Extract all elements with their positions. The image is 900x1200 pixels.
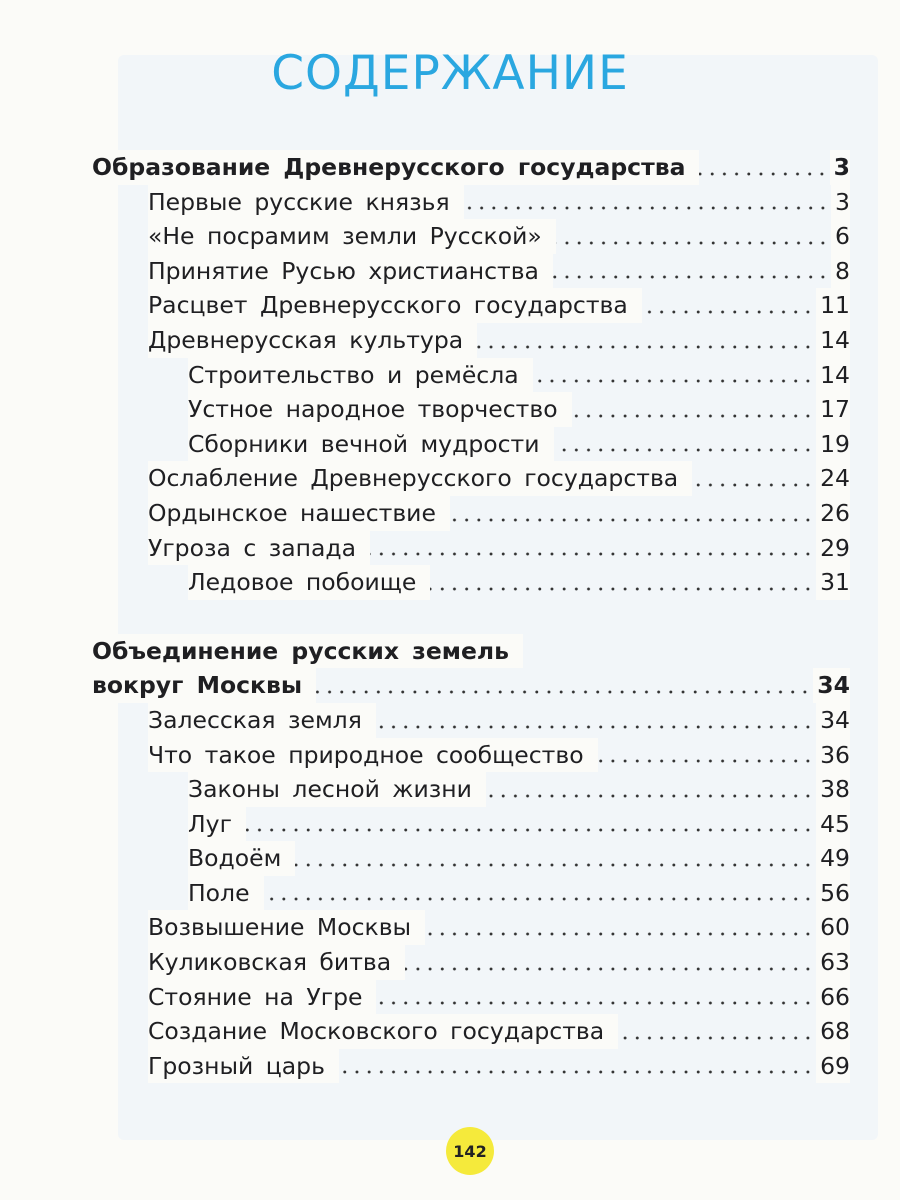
toc-entry-page: 31 <box>816 565 850 600</box>
toc-entry-label: Ордынское нашествие <box>148 496 450 531</box>
toc-entry-label: Древнерусская культура <box>148 323 477 358</box>
toc-entry[interactable] <box>92 703 850 738</box>
toc-entry[interactable] <box>92 1049 850 1084</box>
toc-entry[interactable] <box>92 254 850 289</box>
toc-entry[interactable] <box>92 910 850 945</box>
toc-entry[interactable] <box>92 427 850 462</box>
toc-entry-label: Ледовое побоище <box>188 565 430 600</box>
toc-entry-page: 24 <box>816 461 850 496</box>
dot-leader <box>425 932 814 936</box>
dot-leader <box>295 863 814 867</box>
toc-entry[interactable] <box>92 841 850 876</box>
toc-entry-page: 26 <box>816 496 850 531</box>
toc-entry-label: Устное народное творчество <box>188 392 572 427</box>
toc-entry-page: 14 <box>816 323 850 358</box>
toc-entry-label: Луг <box>188 807 246 842</box>
toc-entry-page: 34 <box>813 668 850 703</box>
dot-leader <box>430 587 814 591</box>
toc-entry[interactable] <box>92 772 850 807</box>
dot-leader <box>692 483 814 487</box>
toc-section-heading[interactable] <box>92 150 850 185</box>
dot-leader <box>464 206 829 210</box>
toc-entry[interactable] <box>92 323 850 358</box>
toc-entry-label: Стояние на Угре <box>148 980 376 1015</box>
toc-entry-label: Ослабление Древнерусского государства <box>148 461 692 496</box>
toc-entry-page: 14 <box>816 358 850 393</box>
toc-entry-page: 3 <box>831 185 850 220</box>
toc-entry-page: 11 <box>816 288 850 323</box>
toc-entry-page: 19 <box>816 427 850 462</box>
dot-leader <box>533 379 814 383</box>
toc-entry-page: 3 <box>830 150 850 185</box>
toc-entry-label: Угроза с запада <box>148 531 370 566</box>
toc-entry[interactable] <box>92 461 850 496</box>
dot-leader <box>246 828 814 832</box>
toc-entry-page: 63 <box>816 945 850 980</box>
dot-leader <box>264 897 814 901</box>
toc-entry-page: 68 <box>816 1014 850 1049</box>
toc-entry-page: 38 <box>816 772 850 807</box>
toc-entry-label: Первые русские князья <box>148 185 464 220</box>
toc-entry[interactable] <box>92 945 850 980</box>
toc-entry-label: Грозный царь <box>148 1049 339 1084</box>
section-gap <box>92 600 850 634</box>
toc-entry-label: Строительство и ремёсла <box>188 358 533 393</box>
toc-entry-label: Возвышение Москвы <box>148 910 425 945</box>
toc-entry[interactable] <box>92 531 850 566</box>
toc-entry-label: Принятие Русью христианства <box>148 254 553 289</box>
toc-entry-page: 17 <box>816 392 850 427</box>
toc-entry-page: 60 <box>816 910 850 945</box>
dot-leader <box>572 414 814 418</box>
toc-entry-page: 69 <box>816 1049 850 1084</box>
toc-entry-page: 36 <box>816 738 850 773</box>
toc-entry[interactable] <box>92 358 850 393</box>
toc-entry[interactable] <box>92 1014 850 1049</box>
toc-entry-page: 34 <box>816 703 850 738</box>
toc-entry[interactable] <box>92 807 850 842</box>
dot-leader <box>376 1001 814 1005</box>
toc-entry-label: Что такое природное сообщество <box>148 738 598 773</box>
table-of-contents <box>92 150 850 1083</box>
dot-leader <box>316 690 811 694</box>
page-title: СОДЕРЖАНИЕ <box>271 46 629 101</box>
toc-entry-label: Куликовская битва <box>148 945 405 980</box>
dot-leader <box>405 967 814 971</box>
toc-entry[interactable] <box>92 496 850 531</box>
toc-entry[interactable] <box>92 565 850 600</box>
dot-leader <box>642 310 814 314</box>
toc-entry-page: 49 <box>816 841 850 876</box>
toc-entry[interactable] <box>92 876 850 911</box>
dot-leader <box>450 518 814 522</box>
toc-section-heading[interactable] <box>92 634 850 669</box>
toc-entry-page: 8 <box>831 254 850 289</box>
toc-entry-label: Залесская земля <box>148 703 376 738</box>
toc-entry[interactable] <box>92 185 850 220</box>
toc-entry-label: «Не посрамим земли Русской» <box>148 219 556 254</box>
toc-entry-page: 6 <box>831 219 850 254</box>
dot-leader <box>370 552 814 556</box>
dot-leader <box>486 794 814 798</box>
toc-entry[interactable] <box>92 392 850 427</box>
dot-leader <box>556 241 829 245</box>
toc-entry[interactable] <box>92 288 850 323</box>
toc-entry[interactable] <box>92 980 850 1015</box>
toc-entry-page: 45 <box>816 807 850 842</box>
toc-entry-label: Сборники вечной мудрости <box>188 427 554 462</box>
page-number-badge: 142 <box>446 1127 494 1175</box>
dot-leader <box>477 345 814 349</box>
dot-leader <box>339 1070 814 1074</box>
dot-leader <box>618 1036 814 1040</box>
toc-entry[interactable] <box>92 219 850 254</box>
toc-entry-page: 56 <box>816 876 850 911</box>
toc-entry-label: Создание Московского государства <box>148 1014 618 1049</box>
toc-entry-label: Поле <box>188 876 264 911</box>
toc-section-heading[interactable] <box>92 668 850 703</box>
toc-entry-label: Образование Древнерусского государства <box>92 150 699 185</box>
toc-entry-label: Законы лесной жизни <box>188 772 486 807</box>
toc-entry-label: Водоём <box>188 841 295 876</box>
toc-entry-page: 66 <box>816 980 850 1015</box>
dot-leader <box>554 448 814 452</box>
toc-entry-label: Объединение русских земель <box>92 634 523 669</box>
dot-leader <box>598 759 814 763</box>
dot-leader <box>553 275 829 279</box>
toc-entry-label: вокруг Москвы <box>92 668 316 703</box>
dot-leader <box>376 725 814 729</box>
toc-entry-page: 29 <box>816 531 850 566</box>
toc-entry-label: Расцвет Древнерусского государства <box>148 288 642 323</box>
toc-entry[interactable] <box>92 738 850 773</box>
dot-leader <box>699 172 828 176</box>
